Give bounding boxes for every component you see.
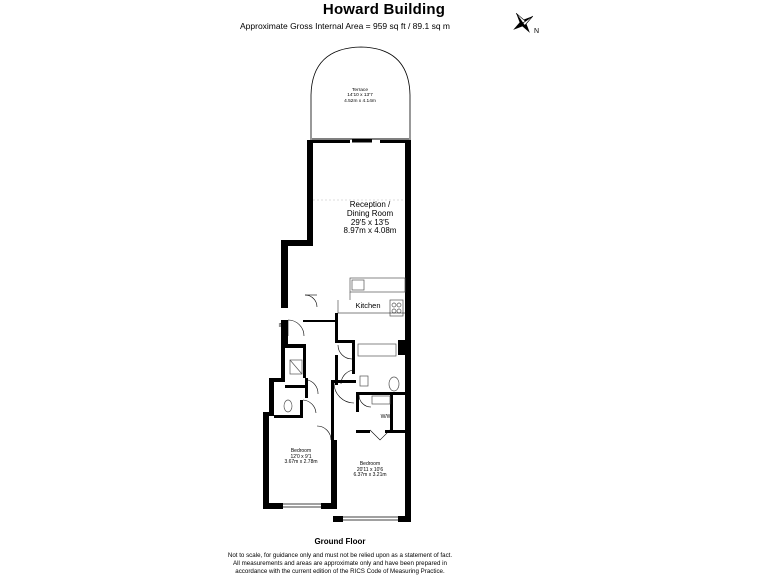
gross-internal-area: Approximate Gross Internal Area = 959 sq ft / 89.1 sq m: [239, 21, 450, 31]
disclaimer-line-1: Not to scale, for guidance only and must not be relied upon as a statement of fact.: [227, 552, 453, 559]
interior-walls: [274, 313, 406, 440]
room-label-reception: [320, 201, 420, 236]
compass-north-label: N: [534, 28, 540, 35]
reception-name-line1: Reception /: [349, 200, 391, 209]
plan-title: Howard Building: [322, 1, 446, 18]
bedroom2-metric: 6.37m x 3.21m: [353, 472, 387, 478]
terrace-name: Terrace: [352, 88, 368, 93]
room-label-kitchen: Kitchen: [355, 301, 381, 310]
bedroom1-imperial: 12'0 x 9'1: [290, 453, 312, 460]
reception-imperial: 29'5 x 13'5: [350, 217, 390, 227]
disclaimer-line-2: All measurements and areas are approximate only and have been prepared in: [233, 559, 447, 567]
room-label-bedroom-1: [272, 449, 330, 466]
bedroom2-imperial: 20'11 x 10'6: [356, 466, 384, 473]
kitchen-fittings: [338, 278, 405, 316]
bedroom1-name: Bedroom: [290, 448, 312, 454]
reception-name-line2: Dining Room: [346, 208, 394, 218]
entrance-label: IN: [278, 323, 284, 329]
bedroom2-name: Bedroom: [359, 461, 381, 467]
reception-metric: 8.97m x 4.08m: [343, 226, 397, 236]
bedroom1-metric: 3.67m x 2.78m: [284, 459, 318, 465]
terrace-imperial: 14'10 x 13'7: [347, 93, 373, 99]
floor-label: Ground Floor: [314, 537, 366, 546]
room-label-walk-in-wardrobe: W/W: [380, 414, 392, 420]
room-label-bedroom-2: [340, 462, 400, 479]
terrace-metric: 4.52m x 4.14m: [344, 98, 376, 104]
room-label-terrace: [318, 88, 402, 104]
disclaimer-line-3: accordance with the current edition of the RICS Code of Measuring Practice.: [235, 567, 445, 575]
disclaimer: [200, 552, 480, 575]
